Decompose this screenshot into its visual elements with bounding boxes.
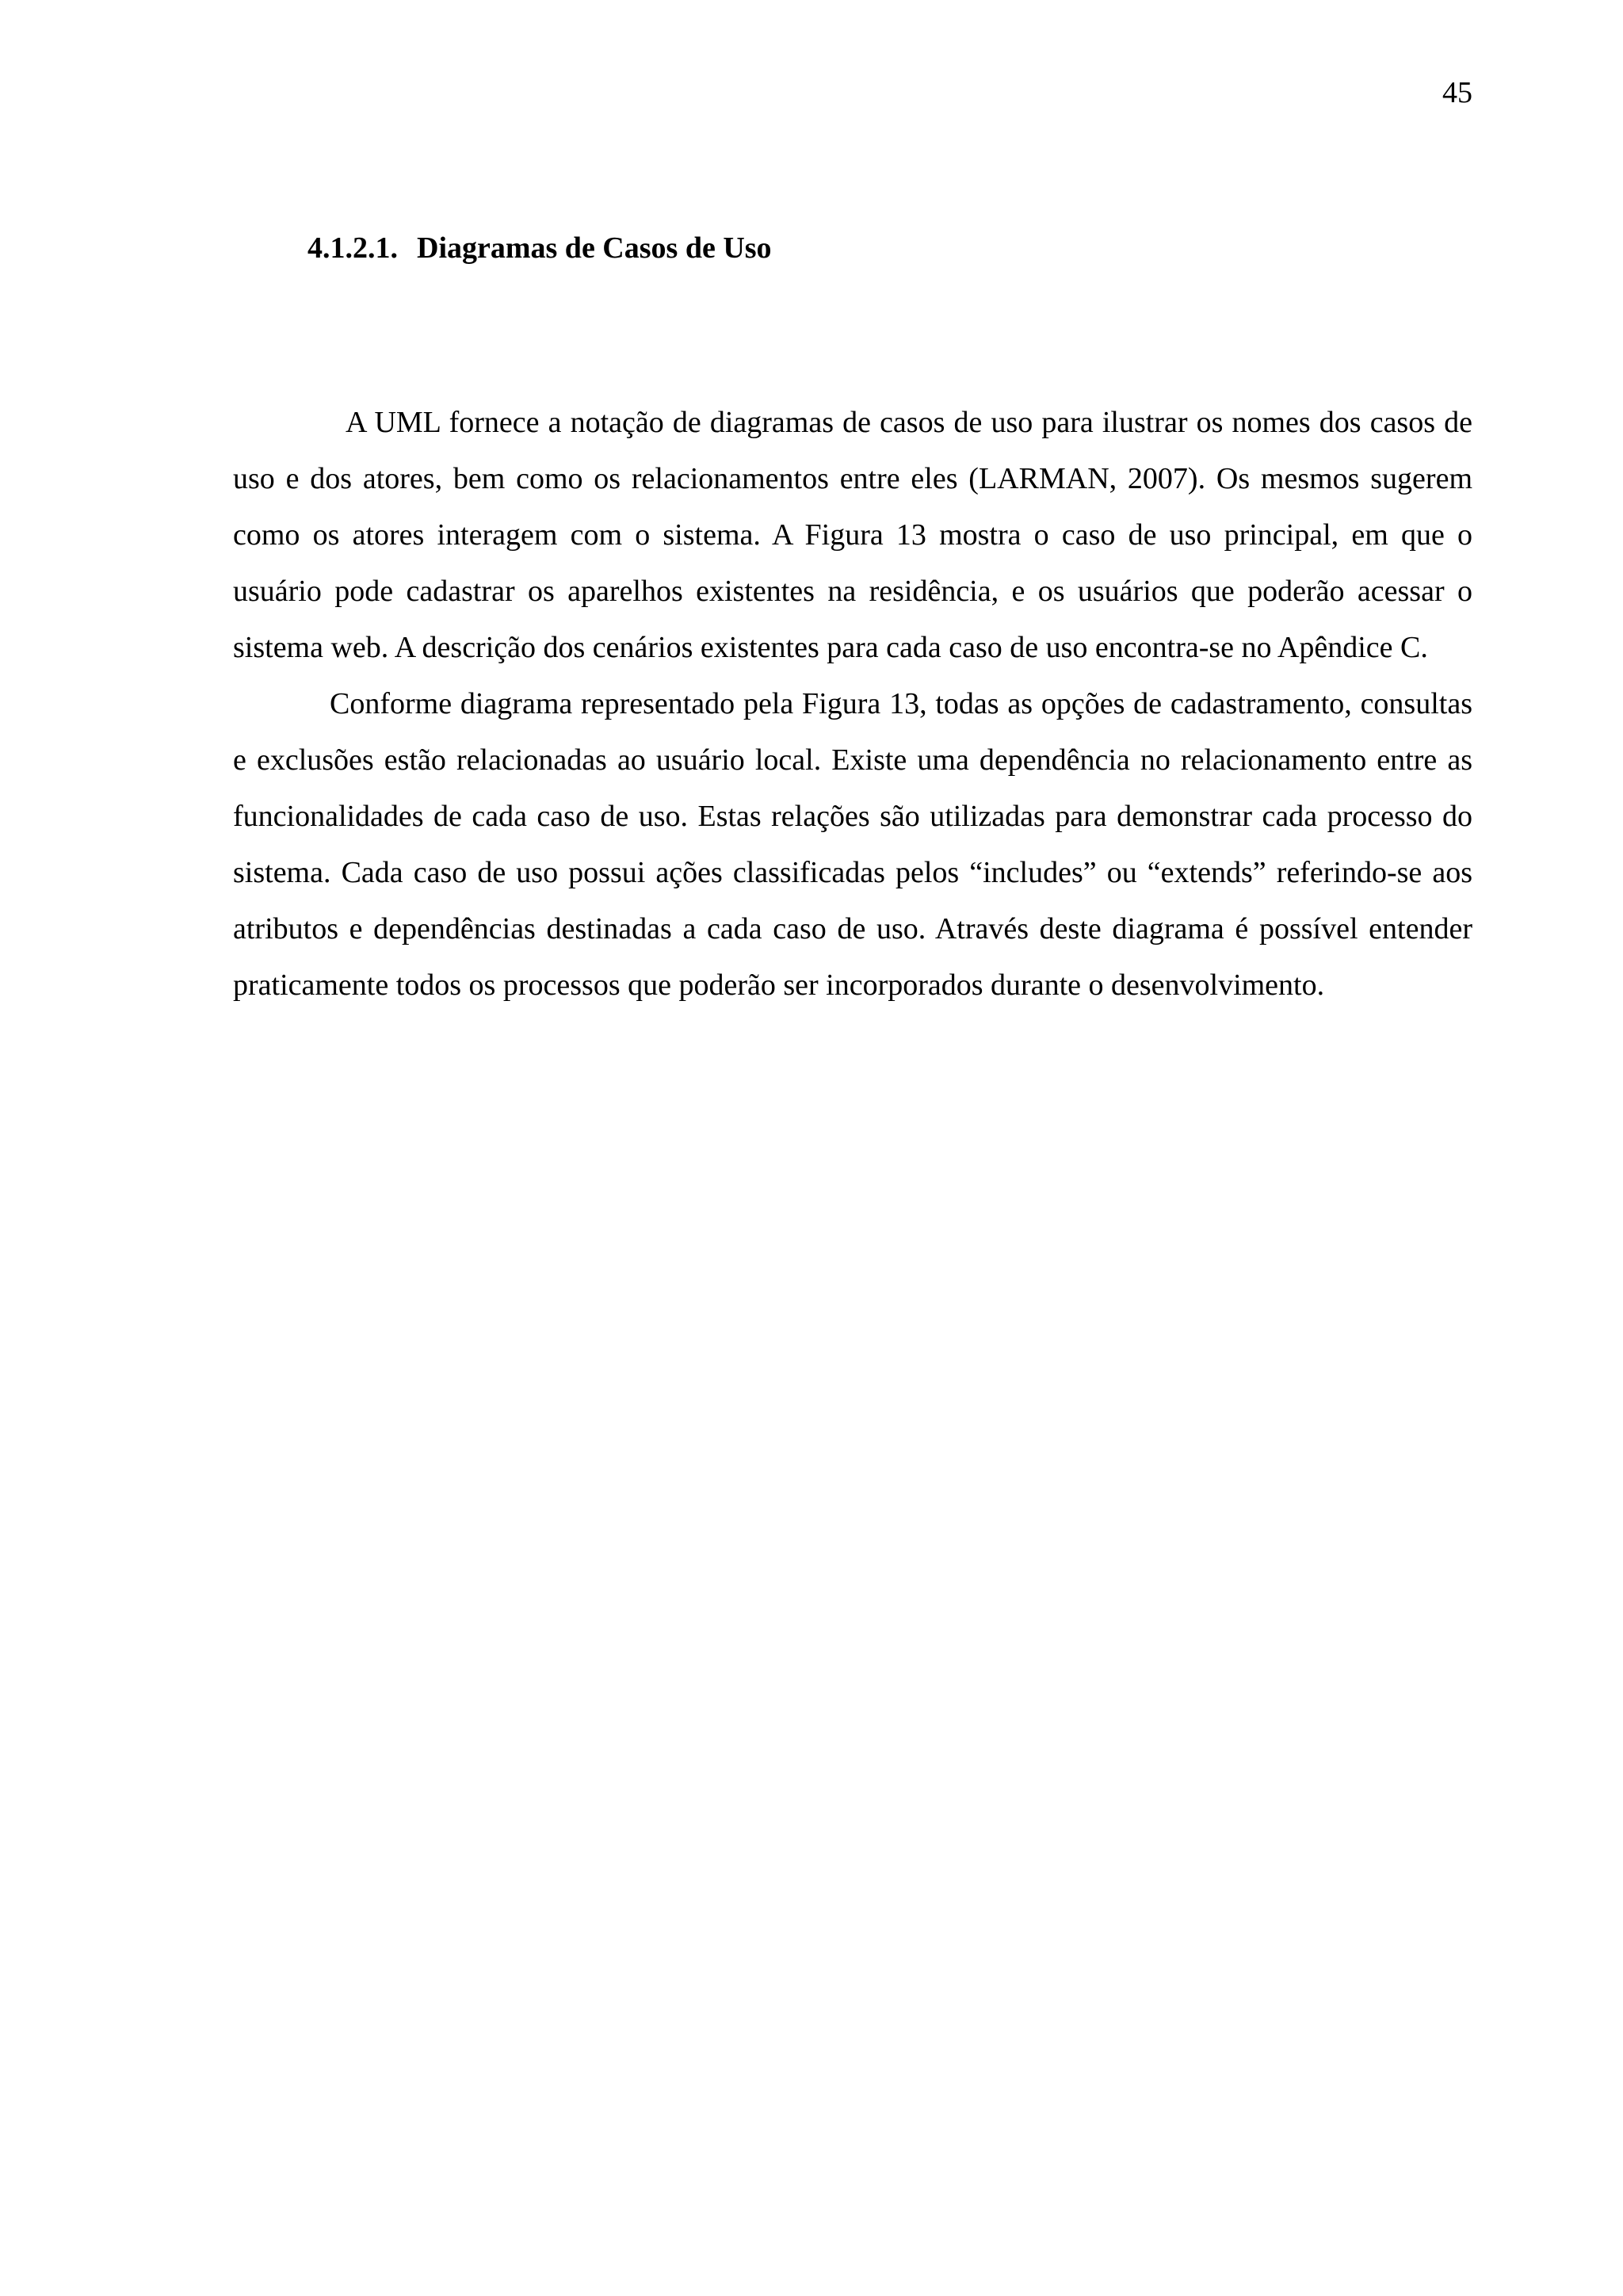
paragraph-1: A UML fornece a notação de diagramas de casos de uso para ilustrar os nomes dos casos de uso e dos atores, bem como os relacionamentos entre eles (LARMAN, 2007). Os mesmos sugerem como os atores interagem com o sistema. A Figura 13 mostra o caso de uso principal, em que o usuário pode cadastrar os aparelhos existentes na residência, e os usuários que poderão acessar o sistema web. A descrição dos cenários existentes para cada caso de uso encontra-se no Apêndice C. [233, 406, 1472, 664]
section-number: 4.1.2.1. [307, 231, 398, 265]
body-text [233, 395, 1472, 1014]
paragraph-2: Conforme diagrama representado pela Figura 13, todas as opções de cadastramento, consultas e exclusões estão relacionadas ao usuário local. Existe uma dependência no relacionamento entre as funcionalidades de cada caso de uso. Estas relações são utilizadas para demonstrar cada processo do sistema. Cada caso de uso possui ações classificadas pelos “includes” ou “extends” referindo-se aos atributos e dependências destinadas a cada caso de uso. Através deste diagrama é possível entender praticamente todos os processos que poderão ser incorporados durante o desenvolvimento. [233, 687, 1472, 1002]
page-number: 45 [1442, 76, 1472, 109]
section-title: Diagramas de Casos de Uso [417, 231, 772, 265]
section-heading [307, 233, 772, 263]
